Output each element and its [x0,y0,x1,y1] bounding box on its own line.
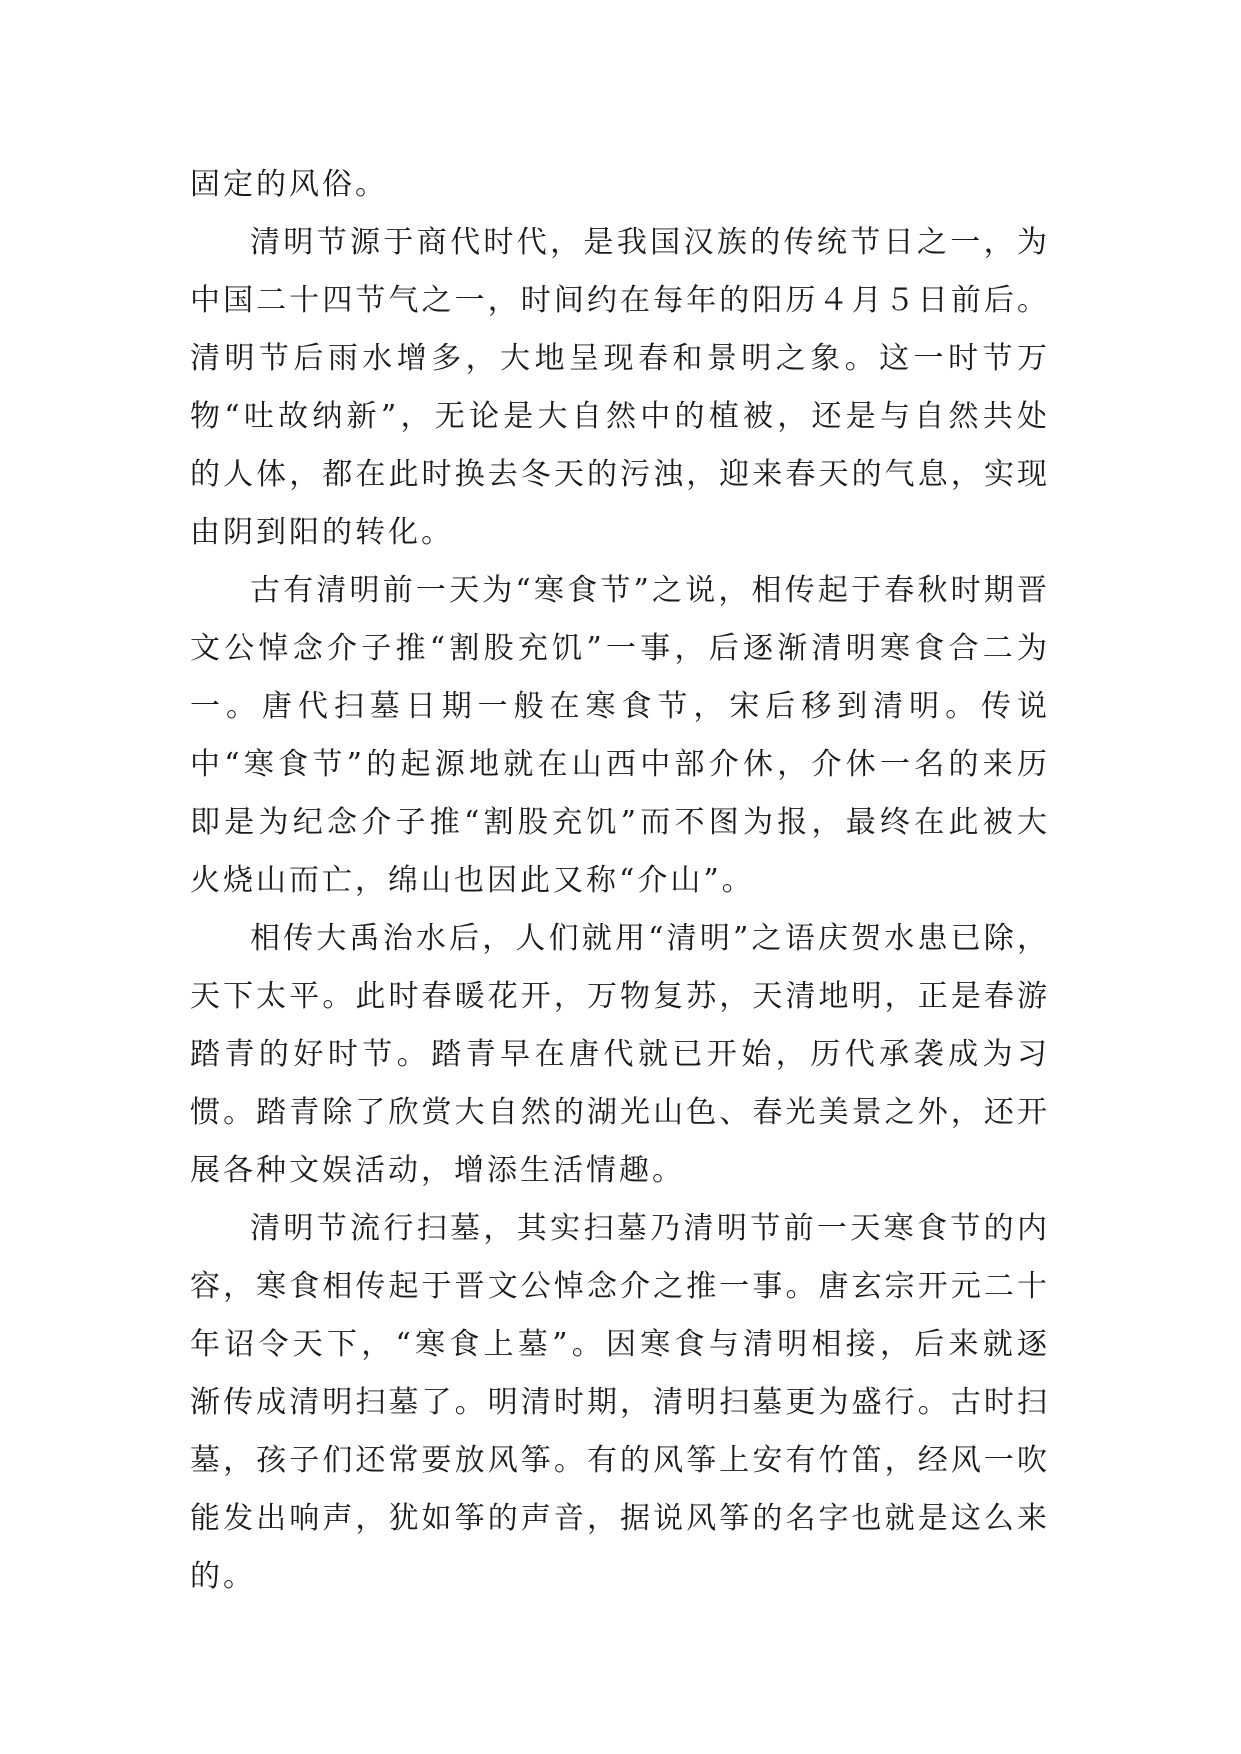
paragraph-3: 古有清明前一天为“寒食节”之说，相传起于春秋时期晋文公悼念介子推“割股充饥”一事，后逐渐清明寒食合二为一。唐代扫墓日期一般在寒食节，宋后移到清明。传说中“寒食节”的起源地就在山西中部介休，介休一名的来历即是为纪念介子推“割股充饥”而不图为报，最终在此被大火烧山而亡，绵山也因此又称“介山”。 [190,573,1050,898]
paragraph-5: 清明节流行扫墓，其实扫墓乃清明节前一天寒食节的内容，寒食相传起于晋文公悼念介之推一事。唐玄宗开元二十年诏令天下，“寒食上墓”。因寒食与清明相接，后来就逐渐传成清明扫墓了。明清时期，清明扫墓更为盛行。古时扫墓，孩子们还常要放风筝。有的风筝上安有竹笛，经风一吹能发出响声，犹如筝的声音，据说风筝的名字也就是这么来的。 [190,1211,1050,1594]
body-text [190,156,1050,1606]
paragraph-2: 清明节源于商代时代，是我国汉族的传统节日之一，为中国二十四节气之一，时间约在每年的阳历４月５日前后。清明节后雨水增多，大地呈现春和景明之象。这一时节万物“吐故纳新”，无论是大自然中的植被，还是与自然共处的人体，都在此时换去冬天的污浊，迎来春天的气息，实现由阴到阳的转化。 [190,225,1050,550]
paragraph-1: 固定的风俗。 [190,167,388,202]
paragraph-4: 相传大禹治水后，人们就用“清明”之语庆贺水患已除，天下太平。此时春暖花开，万物复苏，天清地明，正是春游踏青的好时节。踏青早在唐代就已开始，历代承袭成为习惯。踏青除了欣赏大自然的湖光山色、春光美景之外，还开展各种文娱活动，增添生活情趣。 [190,921,1050,1188]
